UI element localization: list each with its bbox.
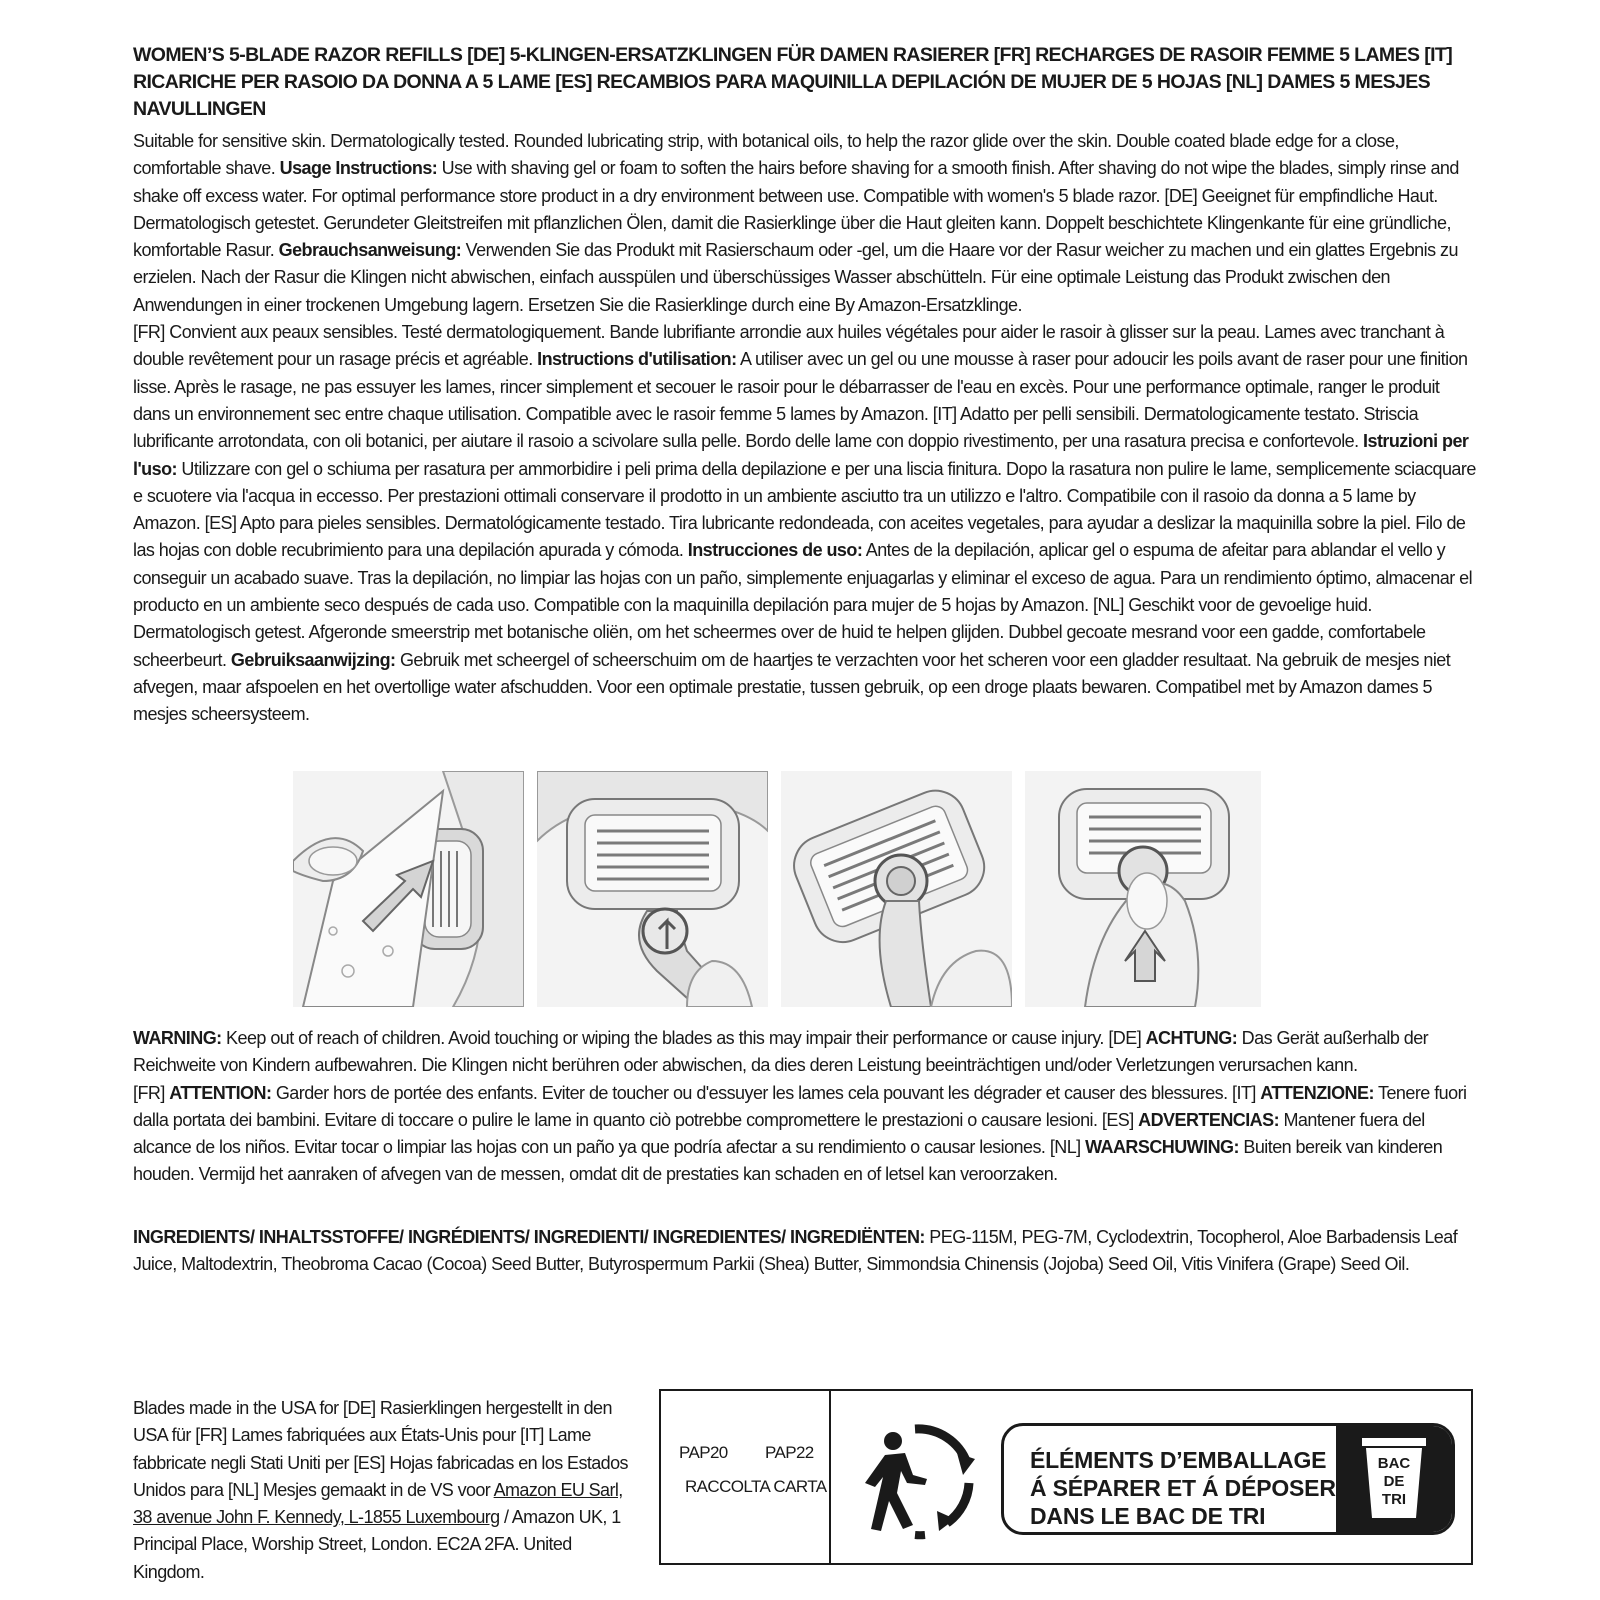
- triman-recycling-icon: [851, 1413, 981, 1543]
- pap22-code: PAP22: [765, 1443, 814, 1462]
- desc-fr-it: A utiliser avec un gel ou une mousse à raser pour adoucir les poils avant de raser pour une finition lisse. Après le rasage, ne pas essuyer les lames, rincer simplement et secouer le rasoir pour le débarrasser de l'eau en excès. Pour une performance optimale, ranger le produit dans un environnement sec entre chaque utilisation. Compatible avec le rasoir femme 5 lames by Amazon. [IT] Adatto per pelli sensibili. Dermatologicamente testato. Striscia lubrificante arrotondata, con oli botanici, per aiutare il rasoio a scivolare sulla pelle. Bordo delle lame con doppio rivestimento, per una rasatura precisa e confortevole.: [133, 349, 1468, 452]
- ingredients-list: PEG-115M, PEG-7M, Cyclodextrin, Tocopherol, Aloe Barbadensis Leaf Juice, Maltodextrin, Theobroma Cacao (Cocoa) Seed Butter, Butyrospermum Parkii (Shea) Butter, Simmondsia Chinensis (Jojoba) Seed Oil, Vitis Vinifera (Grape) Seed Oil.: [133, 1227, 1458, 1275]
- desc-nl: Gebruik met scheergel of scheerschuim om de haartjes te verzachten voor het scheren voor een gladder resultaat. Na gebruik de mesjes niet afvegen, maar afspoelen en het overtollige water afschudden. Voor een optimale prestatie, tussen gebruik, op een droge plaats bewaren. Compatibel met by Amazon dames 5 mesjes scheersysteem.: [133, 649, 1451, 725]
- made-in-origin: Blades made in the USA for [DE] Rasierklingen hergestellt in den USA für [FR] Lames fabriquées aux États-Unis pour [IT] Lame fabbricate negli Stati Uniti per [ES] Hojas fabricadas en los Estados Unidos para [NL] Mesjes gemaakt in de VS voor: [133, 1398, 628, 1500]
- sorting-instruction-badge: [1001, 1423, 1455, 1535]
- sort-line-1: ÉLÉMENTS D’EMBALLAGE: [1030, 1447, 1327, 1473]
- illustration-step-2: [537, 771, 768, 1007]
- illustration-step-4: [1025, 771, 1261, 1007]
- inserted-handle-step-icon: [781, 771, 1012, 1007]
- ingredients-text: [133, 1224, 1483, 1279]
- warning-es: Mantener fuera del alcance de los niños. Evitar tocar o limpiar las hojas con un paño ya que podría afectar a su rendimiento o causar lesiones. [NL]: [133, 1109, 1425, 1158]
- warning-fr: Garder hors de portée des enfants. Eviter de toucher ou d'essuyer les lames cela pouvant les dégrader et causer des blessures. [IT]: [271, 1082, 1261, 1103]
- sort-line-3: DANS LE BAC DE TRI: [1030, 1503, 1266, 1529]
- made-in-company-address: Amazon EU Sarl, 38 avenue John F. Kennedy, L-1855 Luxembourg: [133, 1479, 623, 1528]
- warning-it: Tenere fuori dalla portata dei bambini. Evitare di toccare o pulire le lame in quanto ciò potrebbe compromettere le prestazioni o causare lesioni. [ES]: [133, 1082, 1467, 1130]
- desc-de-usage-label: Gebrauchsanweisung:: [278, 240, 462, 261]
- desc-es-nl: Antes de la depilación, aplicar gel o espuma de afeitar para ablandar el vello y conseguir un acabado suave. Tras la depilación, no limpiar las hojas con un paño, simplemente enjuagarlas y eliminar el exceso de agua. Para un rendimiento óptimo, almacenar el producto en un ambiente seco después de cada uso. Compatible con la maquinilla depilación para mujer de 5 hojas by Amazon. [NL] Geschikt voor de gevoelige huid. Dermatologisch getest. Afgeronde smeerstrip met botanische oliën, om het scheermes over de huid te helpen glijden. Dubbel gecoate mesrand voor een gadde, comfortabele scheerbeurt.: [133, 540, 1473, 670]
- sorting-instruction-text: [1030, 1446, 1336, 1530]
- warning-en-label: WARNING:: [133, 1028, 222, 1048]
- bin-label-3: TRI: [1381, 1491, 1407, 1508]
- press-release-step-icon: [1025, 771, 1261, 1007]
- desc-es-usage-label: Instrucciones de uso:: [687, 540, 863, 561]
- desc-fr-usage-label: Instructions d'utilisation:: [537, 349, 737, 370]
- desc-de: Verwenden Sie das Produkt mit Rasierschaum oder -gel, um die Haare vor der Rasur weicher zu machen und ein glattes Ergebnis zu erzielen. Nach der Rasur die Klingen nicht abwischen, einfach ausspülen und überschüssiges Wasser abschütteln. Für eine optimale Leistung das Produkt zwischen den Anwendungen in einer trockenen Umgebung lagern. Ersetzen Sie die Rasierklinge durch eine By Amazon-Ersatzklinge.: [133, 240, 1458, 315]
- usage-illustrations: [293, 771, 1283, 1007]
- attach-handle-step-icon: [537, 771, 768, 1007]
- desc-en: Suitable for sensitive skin. Dermatologically tested. Rounded lubricating strip, with botanical oils, to help the razor glide over the skin. Double coated blade edge for a close, comfortable shave.: [133, 131, 1399, 179]
- made-in-text: [133, 1395, 643, 1586]
- warning-text: [133, 1025, 1483, 1189]
- warning-nl-label: WAARSCHUWING:: [1085, 1137, 1239, 1158]
- warning-de-label: ACHTUNG:: [1145, 1028, 1238, 1048]
- warning-es-label: ADVERTENCIAS:: [1138, 1109, 1280, 1130]
- desc-en-de: Use with shaving gel or foam to soften the hairs before shaving for a smooth finish. After shaving do not wipe the blades, simply rinse and shake off excess water. For optimal performance store product in a dry environment between use. Compatible with women's 5 blade razor. [DE] Geeignet für empfindliche Haut. Dermatologisch getestet. Gerundeter Gleitstreifen mit pflanzlichen Ölen, damit die Rasierklinge über die Haut gleiten kann. Doppelt beschichtete Klingenkante für eine gründliche, komfortable Rasur.: [133, 158, 1459, 261]
- bin-label-2: DE: [1383, 1473, 1405, 1490]
- ingredients-label: INGREDIENTS/ INHALTSSTOFFE/ INGRÉDIENTS/ INGREDIENTI/ INGREDIENTES/ INGREDIËNTEN:: [133, 1227, 925, 1247]
- paper-recycling-cell: [661, 1391, 831, 1563]
- desc-nl-usage-label: Gebruiksaanwijzing:: [230, 649, 396, 670]
- warning-fr-label: ATTENTION:: [169, 1082, 272, 1103]
- warning-fr-prefix: [FR]: [133, 1082, 170, 1103]
- bin-label-1: BAC: [1377, 1455, 1411, 1472]
- illustration-step-3: [781, 771, 1012, 1007]
- sort-line-2: Á SÉPARER ET Á DÉPOSER: [1030, 1475, 1336, 1501]
- desc-it-usage-label: Istruzioni per l'uso:: [133, 431, 1469, 479]
- remove-cartridge-step-icon: [293, 771, 524, 1007]
- product-title: WOMEN’S 5-BLADE RAZOR REFILLS [DE] 5-KLINGEN-ERSATZKLINGEN FÜR DAMEN RASIERER [FR] RECHARGES DE RASOIR FEMME 5 LAMES [IT] RICARICHE PER RASOIO DA DONNA A 5 LAME [ES] RECAMBIOS PARA MAQUINILLA DEPILACIÓN DE MUJER DE 5 HOJAS [NL] DAMES 5 MESJES NAVULLINGEN: [133, 44, 1453, 120]
- sorting-bin-area: [1336, 1426, 1452, 1532]
- illustration-step-1: [293, 771, 524, 1007]
- description-text: [133, 128, 1478, 729]
- sorting-bin-icon: [1356, 1434, 1432, 1524]
- desc-it-es: Utilizzare con gel o schiuma per rasatura per ammorbidire i peli prima della depilazione e per una liscia finitura. Dopo la rasatura non pulire le lame, semplicemente sciacquare e scuotere via l'acqua in eccesso. Per prestazioni ottimali conservare il prodotto in un ambiente asciutto tra un utilizzo e l'altro. Compatibile con il rasoio da donna a 5 lame by Amazon. [ES] Apto para pieles sensibles. Dermatológicamente testado. Tira lubricante redondeada, con aceites vegetales, para ayudar a deslizar la maquinilla sobre la piel. Filo de las hojas con doble recubrimiento para una depilación apurada y cómoda.: [133, 458, 1476, 561]
- pap20-code: PAP20: [679, 1443, 728, 1462]
- made-in-uk-address: / Amazon UK, 1 Principal Place, Worship Street, London. EC2A 2FA. United Kingdom.: [133, 1507, 621, 1582]
- warning-it-label: ATTENZIONE:: [1260, 1082, 1374, 1103]
- warning-en: Keep out of reach of children. Avoid touching or wiping the blades as this may impair their performance or cause injury. [DE]: [221, 1028, 1146, 1048]
- warning-de: Das Gerät außerhalb der Reichweite von Kindern aufbewahren. Die Klingen nicht berühren oder abwischen, da dies deren Leistung beeinträchtigen und/oder Verletzungen verursachen kann.: [133, 1028, 1429, 1076]
- desc-fr: [FR] Convient aux peaux sensibles. Testé dermatologiquement. Bande lubrifiante arrondie aux huiles végétales pour aider le rasoir à glisser sur la peau. Lames avec tranchant à double revêtement pour un rasage précis et agréable.: [133, 322, 1445, 370]
- raccolta-carta-label: RACCOLTA CARTA: [685, 1477, 827, 1496]
- desc-en-usage-label: Usage Instructions:: [279, 158, 438, 179]
- warning-nl: Buiten bereik van kinderen houden. Vermijd het aanraken of afvegen van de messen, omdat dit de prestaties kan schaden en of letsel kan veroorzaken.: [133, 1137, 1443, 1185]
- recycling-box: [659, 1389, 1473, 1565]
